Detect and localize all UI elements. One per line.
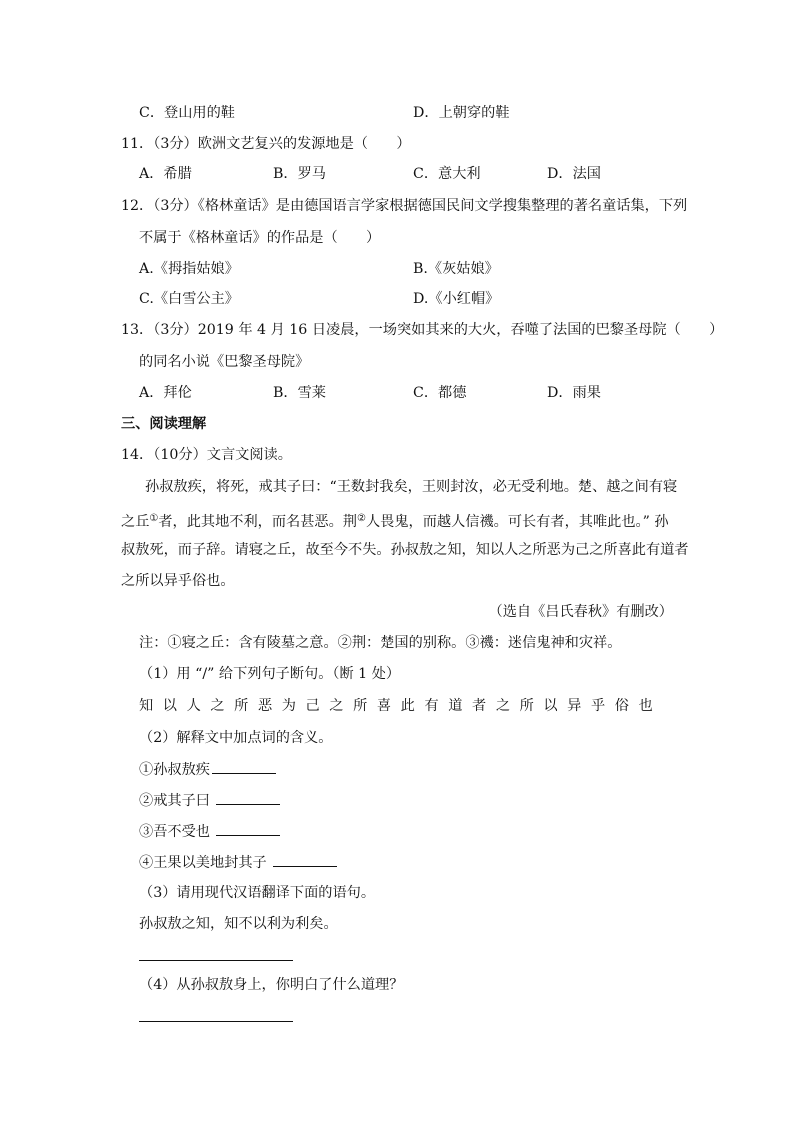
subq3-prompt: （3）请用现代汉语翻译下面的语句。 <box>139 885 376 901</box>
footnote-marker-2: ② <box>357 513 366 524</box>
passage-line2 <box>121 509 669 532</box>
subq2-item-4-text: ④王果以美地封其子 <box>139 855 272 871</box>
subq2-prompt: （2）解释文中加点词的含义。 <box>139 730 333 746</box>
q14-stem: 14．（10分）文言文阅读。 <box>121 447 292 463</box>
subq1-sentence: 知以人之所恶为己之所喜此有道者之所以异乎俗也 <box>139 698 663 714</box>
q13-stem-line2: 的同名小说《巴黎圣母院》 <box>139 354 310 370</box>
q11-option-a: A．希腊 <box>139 166 192 182</box>
answer-blank-2[interactable] <box>216 790 280 805</box>
q11-option-c: C．意大利 <box>413 166 481 182</box>
subq2-item-3-text: ③吾不受也 <box>139 824 215 840</box>
footnotes: 注：①寝之丘：含有陵墓之意。②荆：楚国的别称。③禨：迷信鬼神和灾祥。 <box>139 635 622 651</box>
subq2-item-4 <box>139 852 337 873</box>
q12-stem-line2: 不属于《格林童话》的作品是（ ） <box>139 230 381 246</box>
q13-option-c: C．都德 <box>413 385 467 401</box>
answer-line-subq4[interactable] <box>139 1021 293 1022</box>
q12-option-a: A.《拇指姑娘》 <box>139 261 239 277</box>
subq2-item-2 <box>139 790 280 811</box>
subq3-sentence: 孙叔敖之知，知不以利为利矣。 <box>139 916 338 932</box>
answer-line-subq3[interactable] <box>139 960 293 961</box>
q12-option-d: D.《小红帽》 <box>413 291 500 307</box>
q13-option-b: B．雪莱 <box>273 385 326 401</box>
subq2-item-1-text: ①孙叔敖疾 <box>139 762 210 778</box>
passage-source: （选自《吕氏春秋》有删改） <box>488 604 673 620</box>
answer-blank-4[interactable] <box>273 852 337 867</box>
q11-option-d: D．法国 <box>547 166 601 182</box>
q12-option-c: C.《白雪公主》 <box>139 291 239 307</box>
q13-stem-line1: 13．（3分）2019 年 4 月 16 日凌晨，一场突如其来的大火，吞噬了法国的巴黎圣母院（ ） <box>121 322 724 338</box>
q13-option-d: D．雨果 <box>547 385 601 401</box>
q10-option-d: D．上朝穿的鞋 <box>413 105 510 121</box>
passage-line2-part1: 之丘 <box>121 514 150 530</box>
subq2-item-1 <box>139 759 276 780</box>
q13-option-a: A．拜伦 <box>139 385 192 401</box>
passage-line2-part2: 者，此其地不利，而名甚恶。荆 <box>158 514 357 530</box>
passage-line4: 之所以异乎俗也。 <box>121 573 235 589</box>
passage-line3: 叔敖死，而子辞。请寝之丘，故至今不失。孙叔敖之知，知以人之所恶为己之所喜此有道者 <box>121 542 689 558</box>
section-heading: 三、阅读理解 <box>121 416 207 432</box>
subq2-item-3 <box>139 821 280 842</box>
q11-option-b: B．罗马 <box>273 166 326 182</box>
footnote-marker-1: ① <box>149 513 159 524</box>
passage-line1: 孙叔敖疾，将死，戒其子曰：“王数封我矣，王则封汝，必无受利地。楚、越之间有寝 <box>145 479 678 495</box>
answer-blank-3[interactable] <box>216 821 280 836</box>
q10-option-c: C．登山用的鞋 <box>139 105 235 121</box>
subq1-prompt: （1）用 “/” 给下列句子断句。（断 1 处） <box>139 666 401 682</box>
subq2-item-2-text: ②戒其子曰 <box>139 793 215 809</box>
q12-stem-line1: 12．（3分）《格林童话》是由德国语言学家根据德国民间文学搜集整理的著名童话集，下列 <box>121 198 688 214</box>
q11-stem: 11．（3分）欧洲文艺复兴的发源地是（ ） <box>121 136 411 152</box>
answer-blank-1[interactable] <box>212 759 276 774</box>
subq4-prompt: （4）从孙叔敖身上，你明白了什么道理？ <box>139 977 404 993</box>
q12-option-b: B.《灰姑娘》 <box>413 261 499 277</box>
passage-line2-part3: 人畏鬼，而越人信禨。可长有者，其唯此也。” 孙 <box>365 514 669 530</box>
